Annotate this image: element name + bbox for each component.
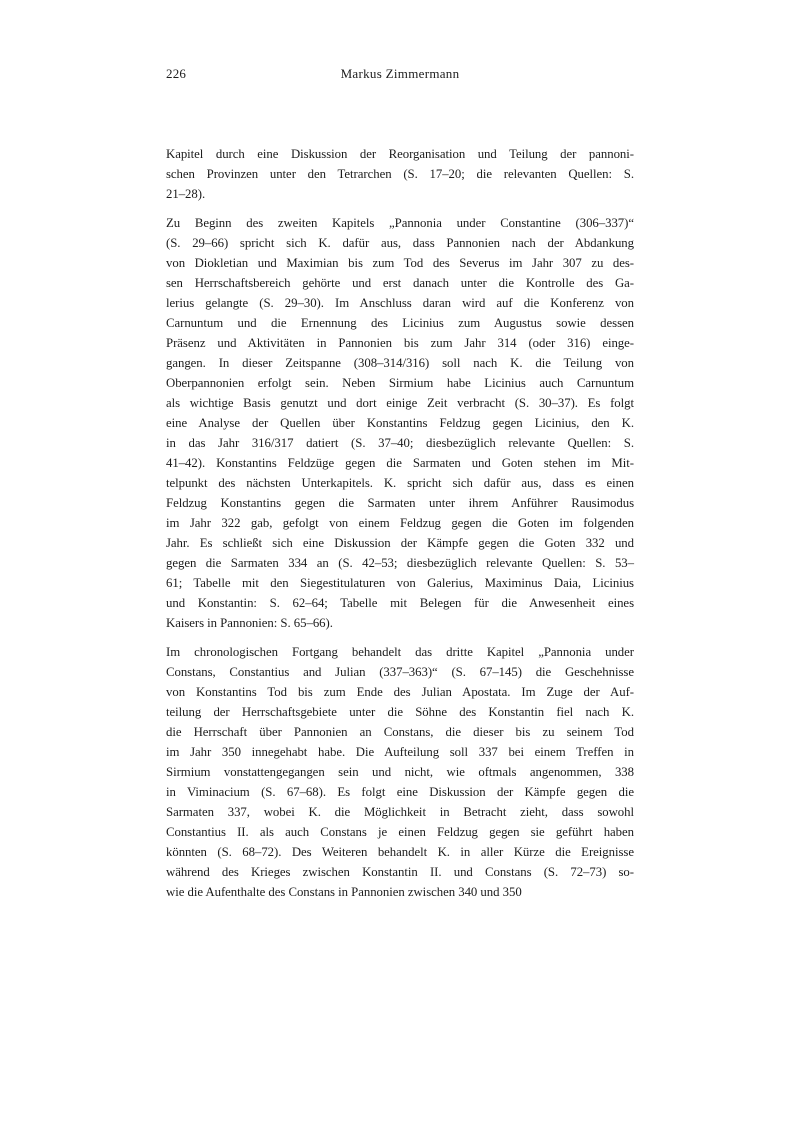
text-line: (S. 29–66) spricht sich K. dafür aus, dass Pannonien nach der Abdankung xyxy=(166,236,634,250)
text-line: Sirmium vonstattengegangen sein und nicht, wie oftmals angenommen, 338 xyxy=(166,765,634,779)
text-line: während des Krieges zwischen Konstantin II. und Constans (S. 72–73) so- xyxy=(166,865,634,879)
text-line: eine Analyse der Quellen über Konstantins Feldzug gegen Licinius, den K. xyxy=(166,416,634,430)
body-text xyxy=(166,144,634,902)
text-line: telpunkt des nächsten Unterkapitels. K. spricht sich dafür aus, dass es einen xyxy=(166,476,634,490)
text-line: schen Provinzen unter den Tetrarchen (S. 17–20; die relevanten Quellen: S. xyxy=(166,167,634,181)
text-line: Jahr. Es schließt sich eine Diskussion der Kämpfe gegen die Goten 332 und xyxy=(166,536,634,550)
text-line: Im chronologischen Fortgang behandelt das dritte Kapitel „Pannonia under xyxy=(166,645,634,659)
text-line: Sarmaten 337, wobei K. die Möglichkeit in Betracht zieht, dass sowohl xyxy=(166,805,634,819)
text-line: als wichtige Basis genutzt und dort einige Zeit verbracht (S. 30–37). Es folgt xyxy=(166,396,634,410)
text-line: 21–28). xyxy=(166,187,206,201)
text-line: sen Herrschaftsbereich gehörte und erst danach unter die Kontrolle des Ga- xyxy=(166,276,634,290)
text-line: im Jahr 322 gab, gefolgt von einem Feldzug gegen die Goten im folgenden xyxy=(166,516,634,530)
text-line: könnten (S. 68–72). Des Weiteren behandelt K. in aller Kürze die Ereignisse xyxy=(166,845,634,859)
text-line: Präsenz und Aktivitäten in Pannonien bis zum Jahr 314 (oder 316) einge- xyxy=(166,336,634,350)
text-line: in das Jahr 316/317 datiert (S. 37–40; diesbezüglich relevante Quellen: S. xyxy=(166,436,634,450)
text-line: lerius gelangte (S. 29–30). Im Anschluss daran wird auf die Konferenz von xyxy=(166,296,634,310)
text-line: und Konstantin: S. 62–64; Tabelle mit Belegen für die Anwesenheit eines xyxy=(166,596,634,610)
text-line: Feldzug Konstantins gegen die Sarmaten unter ihrem Anführer Rausimodus xyxy=(166,496,634,510)
text-line: 41–42). Konstantins Feldzüge gegen die Sarmaten und Goten stehen im Mit- xyxy=(166,456,634,470)
text-line: von Diokletian und Maximian bis zum Tod des Severus im Jahr 307 zu des- xyxy=(166,256,634,270)
page-number: 226 xyxy=(166,66,187,81)
text-line: Constantius II. als auch Constans je einen Feldzug gegen sie geführt haben xyxy=(166,825,634,839)
text-line: Kapitel durch eine Diskussion der Reorganisation und Teilung der pannoni- xyxy=(166,147,634,161)
text-line: von Konstantins Tod bis zum Ende des Julian Apostata. Im Zuge der Auf- xyxy=(166,685,634,699)
text-line: gegen die Sarmaten 334 an (S. 42–53; diesbezüglich relevante Quellen: S. 53– xyxy=(166,556,634,570)
text-line: die Herrschaft über Pannonien an Constans, die dieser bis zu seinem Tod xyxy=(166,725,634,739)
paragraph xyxy=(166,144,634,204)
running-header xyxy=(166,66,634,86)
text-line: Kaisers in Pannonien: S. 65–66). xyxy=(166,616,333,630)
text-line: 61; Tabelle mit den Siegestitulaturen von Galerius, Maximinus Daia, Licinius xyxy=(166,576,634,590)
paragraph xyxy=(166,213,634,633)
text-line: Zu Beginn des zweiten Kapitels „Pannonia under Constantine (306–337)“ xyxy=(166,216,634,230)
text-line: Oberpannonien erfolgt sein. Neben Sirmium habe Licinius auch Carnuntum xyxy=(166,376,634,390)
text-line: Carnuntum und die Ernennung des Licinius zum Augustus sowie dessen xyxy=(166,316,634,330)
text-line: im Jahr 350 innegehabt habe. Die Aufteilung soll 337 bei einem Treffen in xyxy=(166,745,634,759)
paragraph xyxy=(166,642,634,902)
text-line: Constans, Constantius and Julian (337–363)“ (S. 67–145) die Geschehnisse xyxy=(166,665,634,679)
text-line: teilung der Herrschaftsgebiete unter die Söhne des Konstantin fiel nach K. xyxy=(166,705,634,719)
text-line: in Viminacium (S. 67–68). Es folgt eine Diskussion der Kämpfe gegen die xyxy=(166,785,634,799)
running-head-author: Markus Zimmermann xyxy=(340,66,460,81)
text-line: gangen. In dieser Zeitspanne (308–314/316) soll nach K. die Teilung von xyxy=(166,356,634,370)
text-line: wie die Aufenthalte des Constans in Pannonien zwischen 340 und 350 xyxy=(166,885,522,899)
